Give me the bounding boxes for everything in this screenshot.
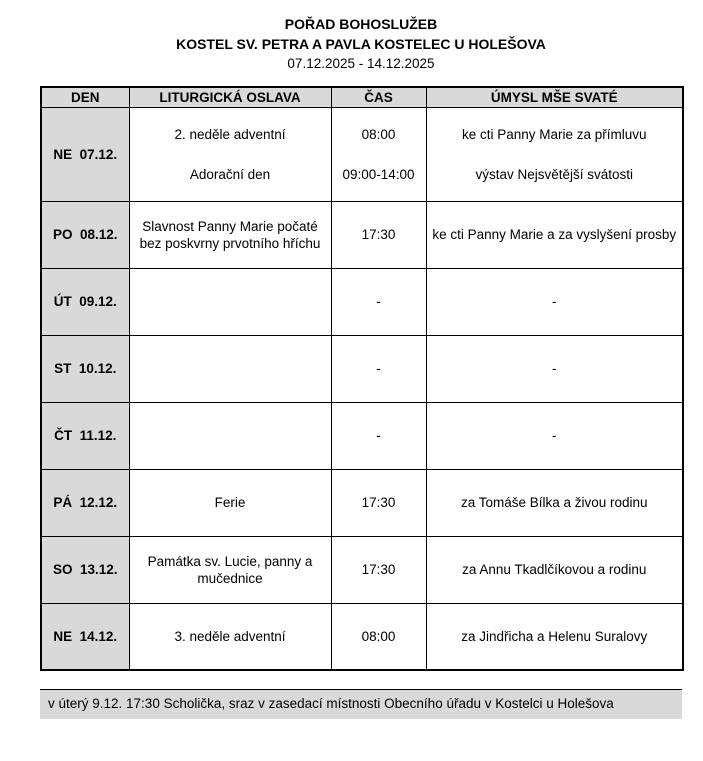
liturgy-cell-line: 2. neděle adventní — [174, 126, 286, 142]
table-row — [41, 335, 683, 402]
table-row — [41, 201, 683, 268]
time-cell-line: 17:30 — [361, 562, 396, 577]
liturgy-cell-line: Památka sv. Lucie, panny a mučednice — [147, 553, 313, 586]
liturgy-cell-line: Ferie — [214, 495, 246, 510]
liturgy-cell — [129, 603, 331, 670]
table-row — [41, 107, 683, 201]
schedule-table — [40, 86, 684, 671]
schedule-table-head — [41, 87, 683, 107]
intention-cell-line: ke cti Panny Marie a za vyslyšení prosby — [432, 227, 677, 242]
table-row — [41, 402, 683, 469]
table-row — [41, 603, 683, 670]
liturgy-cell — [129, 469, 331, 536]
time-cell — [331, 469, 426, 536]
time-cell — [331, 402, 426, 469]
document-header — [40, 14, 682, 74]
time-cell — [331, 268, 426, 335]
time-cell — [331, 536, 426, 603]
column-header-umysl: ÚMYSL MŠE SVATÉ — [426, 87, 683, 107]
time-cell — [331, 201, 426, 268]
liturgy-cell — [129, 536, 331, 603]
column-header-den: DEN — [41, 87, 129, 107]
intention-cell — [426, 268, 683, 335]
intention-cell — [426, 603, 683, 670]
time-cell-line: 17:30 — [361, 227, 396, 242]
header-row — [41, 87, 683, 107]
liturgy-cell — [129, 268, 331, 335]
time-cell — [331, 335, 426, 402]
intention-cell — [426, 536, 683, 603]
day-cell: SO 13.12. — [41, 536, 129, 603]
intention-cell-line: - — [552, 294, 557, 309]
intention-cell-line: za Jindřicha a Helenu Suralovy — [461, 628, 648, 644]
page-title: POŘAD BOHOSLUŽEB — [284, 16, 438, 32]
time-cell-line: 09:00-14:00 — [342, 166, 415, 182]
time-cell-line: 17:30 — [361, 495, 396, 510]
intention-cell — [426, 335, 683, 402]
intention-cell-line: ke cti Panny Marie za přímluvu — [461, 126, 647, 142]
table-row — [41, 268, 683, 335]
page-subtitle: KOSTEL SV. PETRA A PAVLA KOSTELEC U HOLEŠOVA — [176, 36, 546, 52]
intention-cell-line: za Tomáše Bílka a živou rodinu — [460, 495, 648, 510]
date-range: 07.12.2025 - 14.12.2025 — [287, 56, 435, 71]
liturgy-cell — [129, 402, 331, 469]
day-cell: ST 10.12. — [41, 335, 129, 402]
intention-cell-line: za Annu Tkadlčíkovou a rodinu — [462, 562, 647, 577]
time-cell-line: - — [376, 361, 381, 376]
intention-cell — [426, 402, 683, 469]
intention-cell — [426, 107, 683, 201]
liturgy-cell — [129, 201, 331, 268]
liturgy-cell-line: Slavnost Panny Marie počaté bez poskvrny prvotního hříchu — [139, 218, 321, 251]
time-cell — [331, 107, 426, 201]
document-content — [40, 14, 682, 719]
day-cell: PO 08.12. — [41, 201, 129, 268]
day-cell: ÚT 09.12. — [41, 268, 129, 335]
day-cell: NE 14.12. — [41, 603, 129, 670]
time-cell-line: 08:00 — [361, 126, 396, 142]
liturgy-cell — [129, 107, 331, 201]
schedule-body — [41, 107, 683, 670]
intention-cell-line: - — [552, 428, 557, 443]
day-cell: PÁ 12.12. — [41, 469, 129, 536]
intention-cell-line: - — [552, 361, 557, 376]
liturgy-cell — [129, 335, 331, 402]
intention-cell — [426, 469, 683, 536]
table-row — [41, 469, 683, 536]
column-header-oslava: LITURGICKÁ OSLAVA — [129, 87, 331, 107]
intention-cell-line: výstav Nejsvětější svátosti — [475, 166, 634, 182]
day-cell: ČT 11.12. — [41, 402, 129, 469]
time-cell-line: 08:00 — [361, 628, 396, 644]
footer-note: v úterý 9.12. 17:30 Scholička, sraz v zasedací místnosti Obecního úřadu v Kostelci u Holešova — [40, 689, 682, 719]
column-header-cas: ČAS — [331, 87, 426, 107]
intention-cell — [426, 201, 683, 268]
time-cell-line: - — [376, 294, 381, 309]
liturgy-cell-line: 3. neděle adventní — [174, 628, 286, 644]
table-row — [41, 536, 683, 603]
time-cell-line: - — [376, 428, 381, 443]
time-cell — [331, 603, 426, 670]
day-cell: NE 07.12. — [41, 107, 129, 201]
liturgy-cell-line: Adorační den — [189, 166, 271, 182]
